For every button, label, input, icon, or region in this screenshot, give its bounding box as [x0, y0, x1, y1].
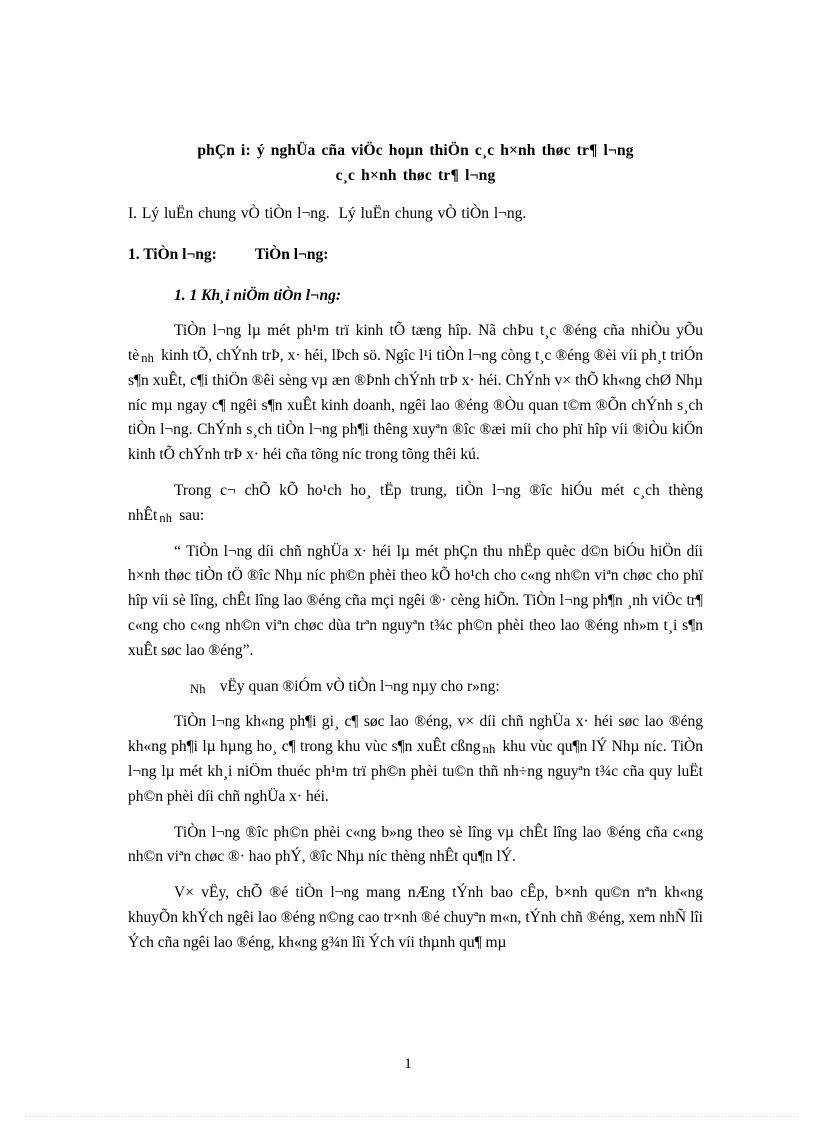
- section-heading-1-part-2: TiÒn l¬ng:: [254, 246, 329, 264]
- section-heading-roman-part-2: Lý luËn chung vÒ tiÒn l¬ng.: [338, 205, 527, 223]
- subsection-heading-1-1: 1. 1 Kh¸i niÖm tiÒn l¬ng:: [174, 287, 342, 305]
- paragraph-text: TiÒn l¬ng ®îc ph©n phèi c«ng b»ng theo sè lîng vµ chÊt lîng lao ®éng cña c«ng nh©n viªn chøc ®· hao phÝ, ®îc Nhµ níc thèng nhÊt qu¶n lÝ.: [128, 823, 703, 866]
- document-title: [128, 138, 703, 188]
- paragraph-text: TiÒn l¬ng lµ mét ph¹m trï kinh tÕ tæng hîp. Nã chÞu t¸c ®éng cña nhiÒu yÕu tè: [128, 322, 703, 365]
- body-paragraph: [128, 710, 703, 809]
- scan-edge-line: [26, 1116, 798, 1117]
- page-number: 1: [404, 1056, 412, 1072]
- paragraph-text: “ TiÒn l¬ng díi chñ nghÜa x· héi lµ mét phÇn thu nhËp quèc d©n biÓu hiÖn díi h×nh thøc tiÒn tÖ ®îc Nhµ níc ph©n phèi theo kÕ ho¹ch cho c«ng nh©n viªn chøc cho phï hîp víi sè lîng, chÊt lîng lao ®éng cña mçi ngêi ®· cèng hiÕn. TiÒn l¬ng ph¶n ¸nh viÖc tr¶ c«ng cho c«ng nh©n viªn chøc dùa trªn nguyªn t¾c ph©n phèi theo lao ®éng nh»m t¸i s¶n xuÊt søc lao ®éng”.: [128, 542, 703, 659]
- section-heading-1-part-1: 1. TiÒn l¬ng:: [128, 246, 217, 264]
- paragraph-text: V× vËy, chÕ ®é tiÒn l¬ng mang nÆng tÝnh bao cÊp, b×nh qu©n nªn kh«ng khuyÕn khÝch ngêi lao ®éng n©ng cao tr×nh ®é chuyªn m«n, tÝnh chñ ®éng, xem nhÑ lîi Ých cña ngêi lao ®éng, kh«ng g¾n lîi Ých víi thµnh qu¶ mµ: [128, 884, 703, 951]
- body-paragraph: [128, 881, 703, 955]
- page-content: [128, 138, 703, 956]
- section-heading-1: [128, 243, 703, 267]
- body-paragraph: [128, 675, 703, 700]
- body-paragraph-quote: [128, 540, 703, 664]
- section-heading-roman-part-1: I. Lý luËn chung vÒ tiÒn l¬ng.: [128, 205, 330, 223]
- encoding-artifact: nh: [141, 351, 155, 366]
- encoding-artifact: nh: [159, 510, 173, 525]
- paragraph-text: Trong c¬ chÕ kÕ ho¹ch ho¸ tËp trung, tiÒn l¬ng ®îc hiÓu mét c¸ch thèng nhÊt: [128, 482, 703, 524]
- document-title-line-2: c¸c h×nh thøc tr¶ l¬ng: [335, 167, 496, 185]
- paragraph-text: TiÒn l¬ng kh«ng ph¶i gi¸ c¶ søc lao ®éng, v× díi chñ nghÜa x· héi søc lao ®éng kh«ng ph¶i lµ hµng ho¸ c¶ trong khu vùc s¶n xuÊt cßng: [128, 713, 703, 756]
- paragraph-text-continued: sau:: [179, 506, 205, 524]
- body-paragraph: [128, 319, 703, 468]
- paragraph-text-continued: vËy quan ®iÓm vÒ tiÒn l¬ng nµy cho r»ng:: [219, 677, 500, 695]
- encoding-artifact: Nh: [190, 681, 206, 696]
- section-heading-roman: [128, 202, 703, 226]
- paragraph-text-continued: khu vùc qu¶n lÝ Nhµ níc. TiÒn l¬ng lµ mét kh¸i niÖm thuéc ph¹m trï ph©n phèi tu©n thñ nh÷ng nguyªn t¾c cña quy luËt ph©n phèi díi chñ nghÜa x· héi.: [128, 738, 703, 805]
- paragraph-text-continued: kinh tÕ, chÝnh trÞ, x· héi, lÞch sö. Ngîc l¹i tiÒn l¬ng còng t¸c ®éng ®èi víi ph¸t triÓn s¶n xuÊt, c¶i thiÖn ®êi sèng vµ æn ®Þnh chÝnh trÞ x· héi. ChÝnh v× thÕ kh«ng chØ Nhµ níc mµ ngay c¶ ngêi s¶n xuÊt kinh doanh, ngêi lao ®éng ®Òu quan t©m ®Õn chÝnh s¸ch tiÒn l¬ng. ChÝnh s¸ch tiÒn l¬ng ph¶i thêng xuyªn ®îc ®æi míi cho phï hîp víi ®iÒu kiÖn kinh tÕ chÝnh trÞ x· héi cña tõng níc trong tõng thêi kú.: [128, 347, 703, 464]
- body-paragraph: [128, 479, 703, 529]
- document-title-line-1: phÇn i: ý nghÜa cña viÖc hoµn thiÖn c¸c h×nh thøc tr¶ l¬ng: [197, 142, 634, 159]
- body-paragraph: [128, 821, 703, 871]
- encoding-artifact: nh: [482, 742, 496, 757]
